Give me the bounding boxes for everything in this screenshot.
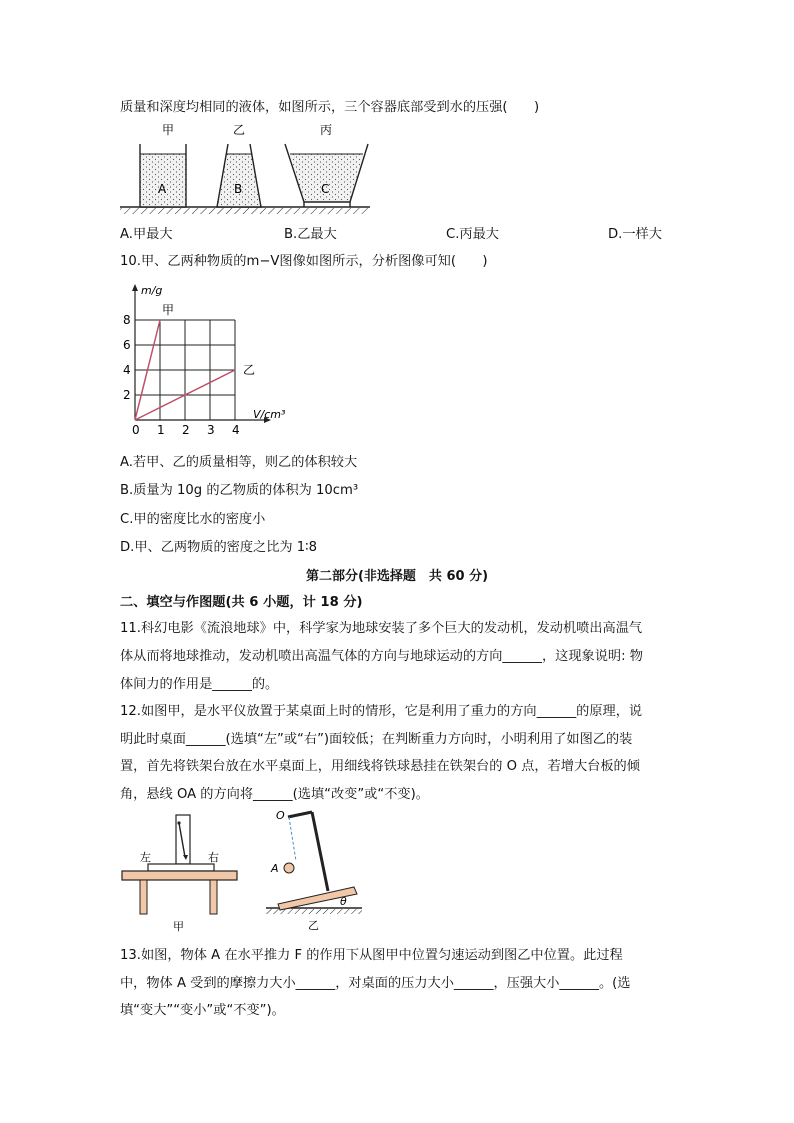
container-jia-label: 甲 <box>162 123 175 137</box>
q10-option-d[interactable]: D.甲、乙两物质的密度之比为 1∶8 <box>120 540 318 555</box>
y-tick-8: 8 <box>123 313 131 327</box>
y-axis-arrow <box>132 284 138 291</box>
q10-option-b[interactable]: B.质量为 10g 的乙物质的体积为 10cm³ <box>120 483 359 498</box>
q12-line-4: 角，悬线 OA 的方向将______(选填“改变”或“不变)。 <box>120 787 429 802</box>
q10-option-c[interactable]: C.甲的密度比水的密度小 <box>120 512 266 527</box>
q9-option-b[interactable]: B.乙最大 <box>284 227 337 242</box>
q12-line-1: 12.如图甲，是水平仪放置于某桌面上时的情形，它是利用了重力的方向______的原理，说 <box>120 704 643 719</box>
series-label-0: 甲 <box>162 303 175 317</box>
chart-ylabel: m/g <box>141 284 163 297</box>
container-bing-label: 丙 <box>320 123 333 137</box>
section-title: 第二部分(非选择题 共 60 分) <box>305 569 489 584</box>
series-label-1: 乙 <box>243 363 256 377</box>
theta-label: θ <box>340 895 347 908</box>
x-tick-0: 0 <box>132 423 140 437</box>
chart-series <box>135 303 255 420</box>
fig-yi-caption: 乙 <box>308 919 319 932</box>
q9-option-d[interactable]: D.一样大 <box>608 227 662 242</box>
x-tick-3: 3 <box>207 423 215 437</box>
level-right-label: 右 <box>208 851 219 864</box>
y-tick-4: 4 <box>123 363 131 377</box>
part-title: 二、填空与作图题(共 6 小题，计 18 分) <box>120 595 363 610</box>
q10-option-a[interactable]: A.若甲、乙的质量相等，则乙的体积较大 <box>120 455 358 470</box>
y-tick-6: 6 <box>123 338 131 352</box>
q11-line-2: 体从而将地球推动，发动机喷出高温气体的方向与地球运动的方向______，这现象说明: 物 <box>120 649 643 664</box>
q9-stem: 质量和深度均相同的液体，如图所示，三个容器底部受到水的压强( ) <box>120 100 540 115</box>
mv-chart <box>115 280 295 442</box>
x-tick-1: 1 <box>157 423 165 437</box>
chart-xlabel: V/cm³ <box>253 408 286 421</box>
x-tick-4: 4 <box>232 423 240 437</box>
chart-ticks <box>123 313 240 437</box>
chart-grid <box>135 320 235 420</box>
liquid-b-label: B <box>234 182 243 196</box>
q9-option-c[interactable]: C.丙最大 <box>446 227 499 242</box>
q13-line-1: 13.如图，物体 A 在水平推力 F 的作用下从图甲中位置匀速运动到图乙中位置。此过程 <box>120 948 623 963</box>
point-a-label: A <box>271 862 279 875</box>
level-left-label: 左 <box>140 851 151 864</box>
point-o-label: O <box>276 809 285 822</box>
q11-line-1: 11.科幻电影《流浪地球》中，科学家为地球安装了多个巨大的发动机，发动机喷出高温气 <box>120 621 643 636</box>
fig-jia-caption: 甲 <box>173 920 184 933</box>
q13-line-3: 填“变大”“变小”或“不变”)。 <box>120 1003 285 1018</box>
q10-stem: 10.甲、乙两种物质的m−V图像如图所示，分析图像可知( ) <box>120 254 488 269</box>
iron-stand-figure <box>262 805 377 935</box>
y-tick-2: 2 <box>123 388 131 402</box>
level-on-table-figure <box>118 810 243 935</box>
q12-line-3: 置，首先将铁架台放在水平桌面上，用细线将铁球悬挂在铁架台的 O 点，若增大台板的倾 <box>120 759 640 774</box>
q11-line-3: 体间力的作用是______的。 <box>120 677 279 692</box>
x-tick-2: 2 <box>182 423 190 437</box>
liquid-c-label: C <box>321 182 330 196</box>
chart-axes <box>132 284 271 423</box>
q9-option-a[interactable]: A.甲最大 <box>120 227 173 242</box>
liquid-a-label: A <box>158 182 167 196</box>
container-yi-label: 乙 <box>233 123 246 137</box>
q13-line-2: 中，物体 A 受到的摩擦力大小______，对桌面的压力大小______，压强大小______。(选 <box>120 976 631 991</box>
q12-line-2: 明此时桌面______(选填“左”或“右”)面较低；在判断重力方向时，小明利用了如图乙的装 <box>120 732 633 747</box>
q9-containers-figure <box>118 118 378 216</box>
